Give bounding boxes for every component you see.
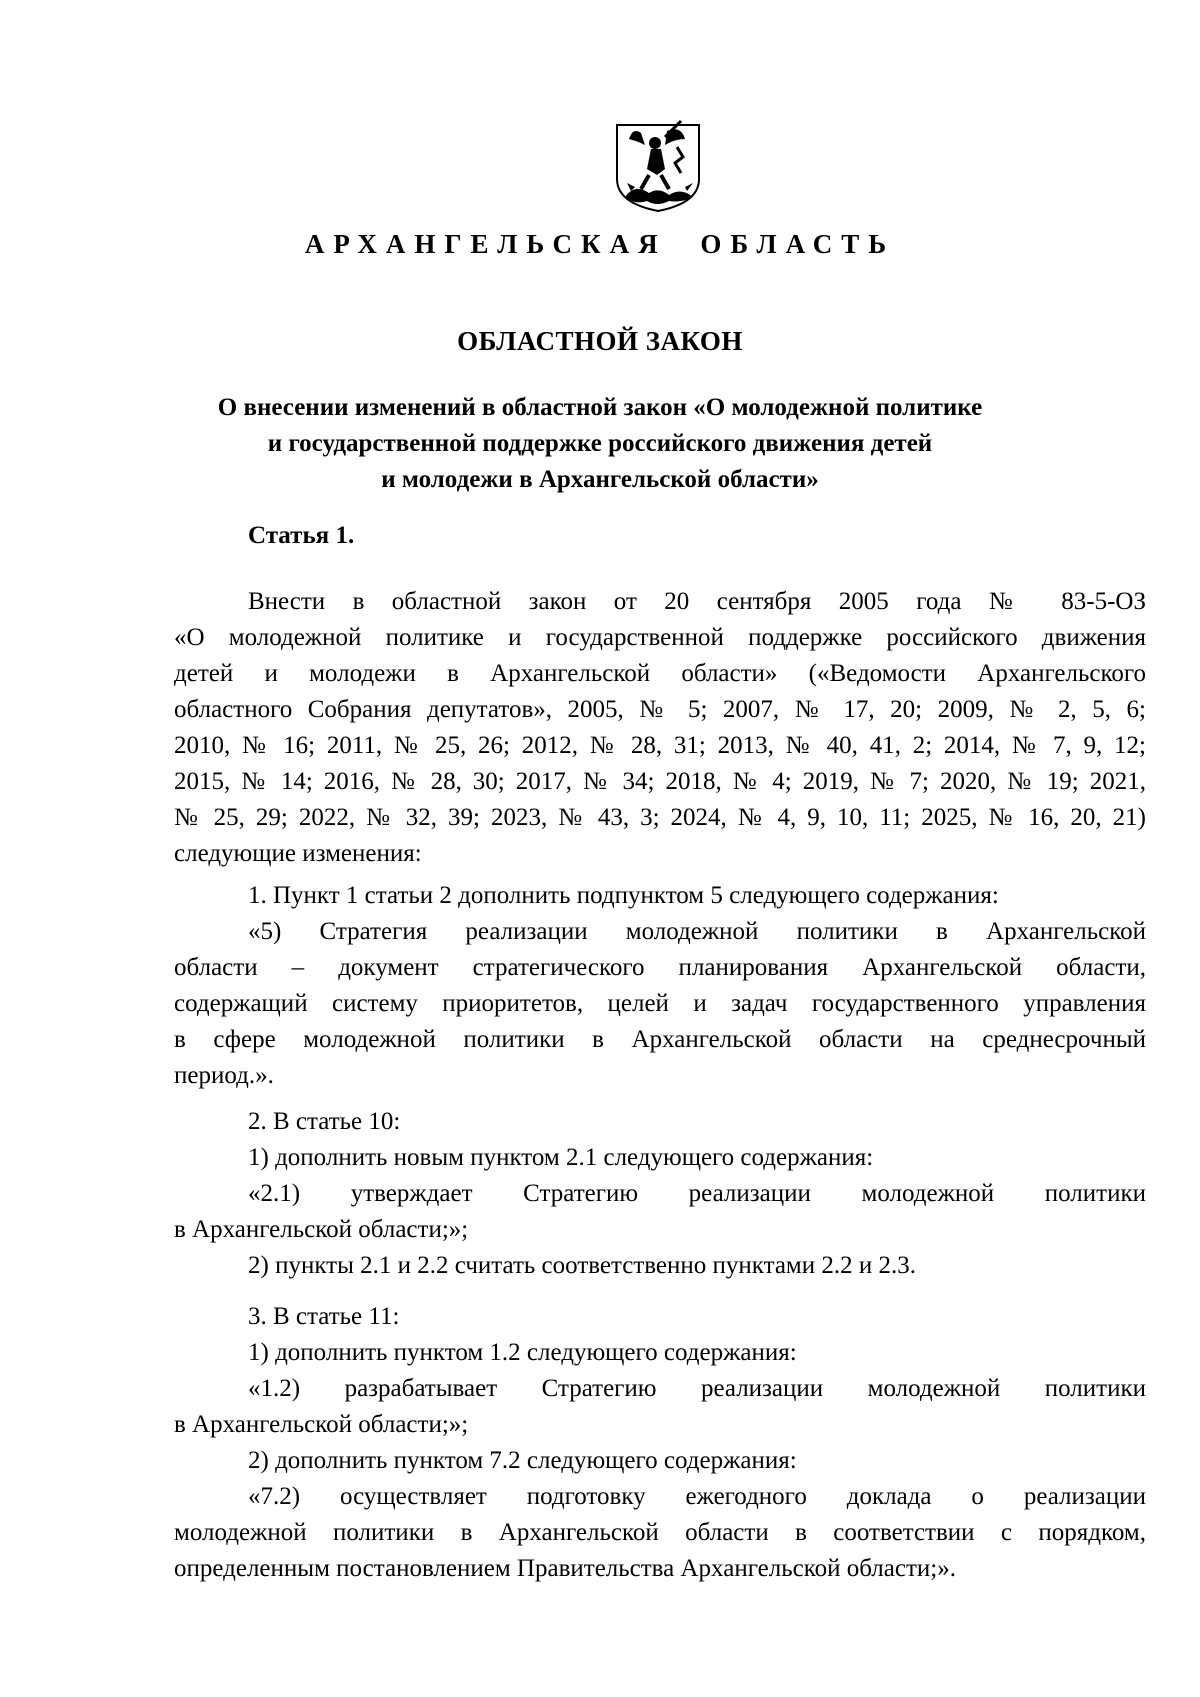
law-title-line: и молодежи в Архангельской области» <box>381 466 819 493</box>
point-1-paragraph <box>174 878 1146 1094</box>
text-line: Внести в областной закон от 20 сентября 2005 года № 83-5-ОЗ <box>248 588 1146 615</box>
text-line: содержащий систему приоритетов, целей и задач государственного управления <box>174 990 1146 1017</box>
text-line: «2.1) утверждает Стратегию реализации молодежной политики <box>248 1180 1146 1207</box>
text-line: в Архангельской области;»; <box>174 1216 469 1243</box>
text-line: период.». <box>174 1062 274 1089</box>
coat-of-arms-emblem <box>611 117 705 215</box>
text-line: 1) дополнить пунктом 1.2 следующего содержания: <box>248 1339 797 1366</box>
text-line: 2015, № 14; 2016, № 28, 30; 2017, № 34; 2018, № 4; 2019, № 7; 2020, № 19; 2021, <box>174 768 1146 795</box>
text-line: «1.2) разрабатывает Стратегию реализации молодежной политики <box>248 1375 1146 1402</box>
article-heading: Статья 1. <box>248 522 355 549</box>
article-intro-paragraph <box>174 584 1146 872</box>
shield-emblem-icon <box>611 117 705 215</box>
text-line: области – документ стратегического планирования Архангельской области, <box>174 954 1146 981</box>
text-line: определенным постановлением Правительства Архангельской области;». <box>174 1555 956 1582</box>
text-line: в Архангельской области;»; <box>174 1411 469 1438</box>
law-title <box>200 390 1000 498</box>
point-3-paragraph <box>174 1299 1146 1587</box>
text-line: молодежной политики в Архангельской области в соответствии с порядком, <box>174 1519 1146 1546</box>
law-title-line: О внесении изменений в областной закон «О молодежной политике <box>217 394 983 421</box>
text-line: № 25, 29; 2022, № 32, 39; 2023, № 43, 3; 2024, № 4, 9, 10, 11; 2025, № 16, 20, 21) <box>174 804 1146 831</box>
text-line: 2) пункты 2.1 и 2.2 считать соответственно пунктами 2.2 и 2.3. <box>248 1252 916 1279</box>
text-line: детей и молодежи в Архангельской области» («Ведомости Архангельского <box>174 660 1146 687</box>
text-line: 2) дополнить пунктом 7.2 следующего содержания: <box>248 1447 797 1474</box>
text-line: «5) Стратегия реализации молодежной политики в Архангельской <box>248 918 1146 945</box>
region-name: АРХАНГЕЛЬСКАЯ ОБЛАСТЬ <box>304 229 896 259</box>
text-line: 3. В статье 11: <box>248 1303 400 1330</box>
text-line: «7.2) осуществляет подготовку ежегодного доклада о реализации <box>248 1483 1146 1510</box>
text-line: 1. Пункт 1 статьи 2 дополнить подпунктом 5 следующего содержания: <box>248 882 999 909</box>
text-line: 1) дополнить новым пунктом 2.1 следующего содержания: <box>248 1144 874 1171</box>
text-line: в сфере молодежной политики в Архангельской области на среднесрочный <box>174 1026 1146 1053</box>
text-line: областного Собрания депутатов», 2005, № 5; 2007, № 17, 20; 2009, № 2, 5, 6; <box>174 696 1146 723</box>
document-type: ОБЛАСТНОЙ ЗАКОН <box>457 326 743 356</box>
law-title-line: и государственной поддержке российского движения детей <box>267 430 933 457</box>
text-line: 2010, № 16; 2011, № 25, 26; 2012, № 28, 31; 2013, № 40, 41, 2; 2014, № 7, 9, 12; <box>174 732 1146 759</box>
point-2-paragraph <box>174 1104 1146 1284</box>
text-line: 2. В статье 10: <box>248 1108 401 1135</box>
text-line: следующие изменения: <box>174 840 422 867</box>
text-line: «О молодежной политике и государственной поддержке российского движения <box>174 624 1146 651</box>
